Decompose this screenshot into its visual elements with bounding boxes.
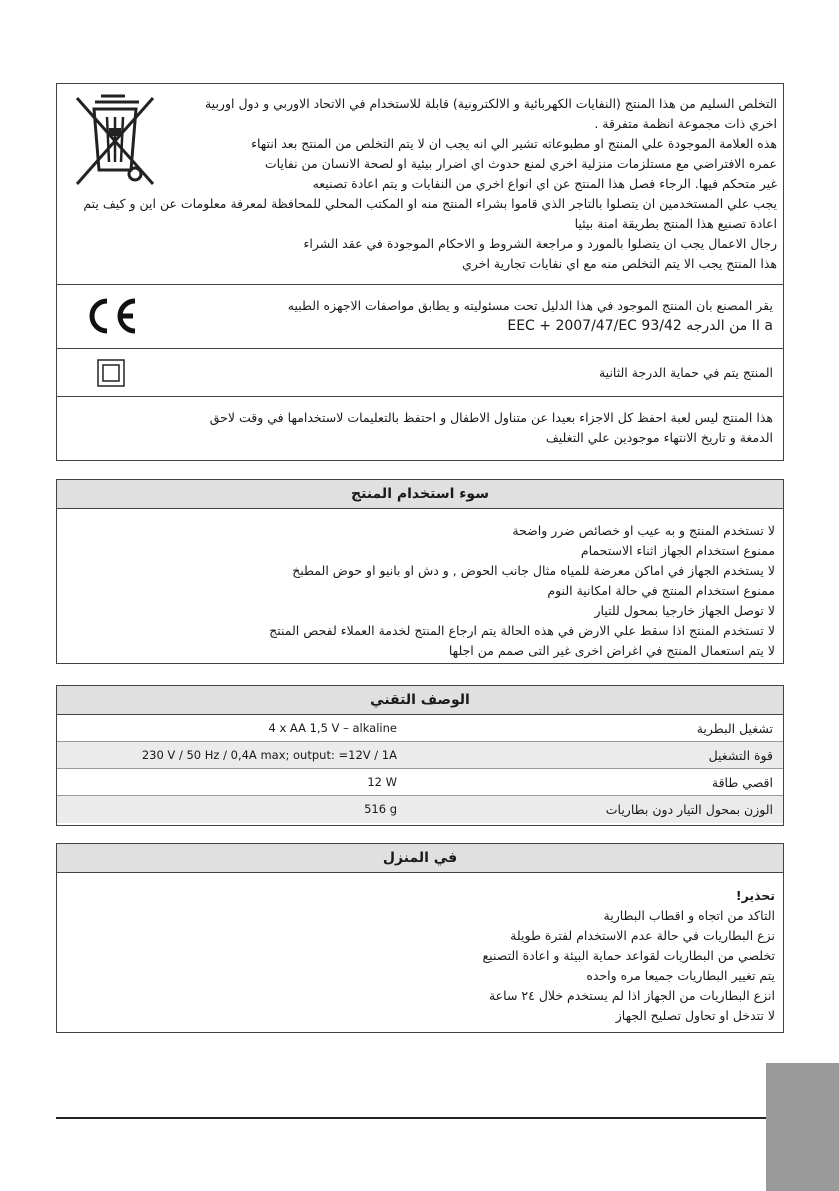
warning-heading: تحذير! xyxy=(735,888,775,903)
text-line: رجال الاعمال يجب ان يتصلوا بالمورد و مراجعة الشروط و الاحكام الموجودة في عقد الشراء xyxy=(303,236,777,251)
ce-conformity-section xyxy=(57,285,783,349)
tech-specs-box xyxy=(56,685,784,826)
safety-info-box xyxy=(56,83,784,461)
table-row xyxy=(57,742,783,769)
home-box xyxy=(56,843,784,1033)
text-line: غير متحكم فيها. الرجاء فصل هذا المنتج عن اي انواع اخري من النفايات و يتم اعادة تصنيعه xyxy=(312,176,777,191)
list-item: لا تتدخل او تحاول تصليح الجهاز xyxy=(615,1008,775,1023)
language-tab-marker xyxy=(766,1063,839,1191)
list-item: لا توصل الجهاز خارجيا بمحول للتيار xyxy=(594,603,775,618)
children-warning-section xyxy=(57,397,783,461)
text-line: يجب علي المستخدمين ان يتصلوا بالتاجر الذي قاموا بشراء المنتج منه او المكتب المحلي للمحافظة لمعرفة معلومات عن اين و كيف يتم xyxy=(83,196,777,211)
ce-line-1: يقر المصنع بان المنتج الموجود في هذا الدليل تحت مسئوليته و يطابق مواصفات الاجهزه الطبيه xyxy=(287,298,773,313)
list-item: لا تستخدم المنتج اذا سقط علي الارض في هذه الحالة يتم ارجاع المنتج لخدمة العملاء لفحص المنتج xyxy=(269,623,775,638)
text-line: هذه العلامة الموجودة علي المنتج او مطبوعاته تشير الي انه يجب ان لا يتم التخلص من المنتج بعد انتهاء xyxy=(251,136,777,151)
spec-label: الوزن بمحول التيار دون بطاريات xyxy=(605,802,773,817)
double-insulation-icon xyxy=(97,359,125,387)
text-line: اعادة تصنيع هذا المنتج بطريقة امنة بيئيا xyxy=(574,216,777,231)
text-line: عمره الافتراضي مع مستلزمات منزلية اخري لمنع حدوث اي اضرار بيئية او لصحة الانسان من نفايات xyxy=(264,156,777,171)
text-line: التخلص السليم من هذا المنتج (النفايات الكهربائية و الالكترونية) قابلة للاستخدام في الاتحاد الاوربي و دول اوربية xyxy=(204,96,777,111)
spec-value: 516 g xyxy=(364,802,397,816)
text-line: هذا المنتج ليس لعبة احفظ كل الاجزاء بعيدا عن متناول الاطفال و احتفظ بالتعليمات لاستخدامها في وقت لاحق xyxy=(209,410,773,425)
list-item: يتم تغيير البطاريات جميعا مره واحده xyxy=(586,968,775,983)
class-ii-section xyxy=(57,349,783,397)
misuse-title: سوء استخدام المنتج xyxy=(57,480,783,509)
misuse-list xyxy=(65,521,775,661)
footer-rule xyxy=(56,1117,799,1119)
table-row xyxy=(57,715,783,742)
list-item: انزع البطاريات من الجهاز اذا لم يستخدم خلال ٢٤ ساعة xyxy=(488,988,775,1003)
spec-value: 4 x AA 1,5 V – alkaline xyxy=(268,721,397,735)
list-item: تخلصي من البطاريات لقواعد حماية البيئة و اعادة التصنيع xyxy=(482,948,775,963)
list-item: التاكد من اتجاه و اقطاب البطارية xyxy=(603,908,775,923)
list-item: نزع البطاريات في حالة عدم الاستخدام لفترة طويلة xyxy=(510,928,775,943)
list-item: لا تستخدم المنتج و به عيب او خصائص ضرر واضحة xyxy=(512,523,775,538)
children-warning-text xyxy=(73,408,773,448)
class-ii-text: المنتج يتم في حماية الدرجة الثانية xyxy=(598,365,773,380)
weee-disposal-text xyxy=(67,94,777,274)
table-row xyxy=(57,796,783,823)
list-item: لا يستخدم الجهاز في اماكن معرضة للمياه مثال جانب الحوض , و دش او بانيو او حوض المطبخ xyxy=(292,563,775,578)
specs-table xyxy=(57,715,783,825)
text-line: الدمغة و تاريخ الانتهاء موجودين علي التغليف xyxy=(545,430,773,445)
text-line: اخري ذات مجموعة انظمة متفرقة . xyxy=(594,116,777,131)
table-row xyxy=(57,769,783,796)
home-title: في المنزل xyxy=(57,844,783,873)
spec-value: 12 W xyxy=(367,775,397,789)
ce-conformity-text xyxy=(213,296,773,336)
home-list xyxy=(65,886,775,1026)
tech-specs-title: الوصف التقني xyxy=(57,686,783,715)
spec-label: اقصي طاقة xyxy=(711,775,773,790)
list-item: ممنوع استخدام الجهاز اثناء الاستحمام xyxy=(580,543,775,558)
spec-value: 230 V / 50 Hz / 0,4A max; output: =12V / 1A xyxy=(141,748,397,762)
list-item: ممنوع استخدام المنتج في حالة امكانية النوم xyxy=(547,583,775,598)
list-item: لا يتم استعمال المنتج في اغراض اخرى غير التى صمم من اجلها xyxy=(448,643,775,658)
misuse-box xyxy=(56,479,784,664)
spec-label: قوة التشغيل xyxy=(708,748,773,763)
ce-line-2: II a من الدرجه 93/42 EEC + 2007/47/EC xyxy=(507,318,773,334)
weee-disposal-section xyxy=(57,84,783,285)
ce-mark-icon xyxy=(83,295,139,337)
spec-label: تشغيل البطرية xyxy=(696,721,773,736)
text-line: هذا المنتج يجب الا يتم التخلص منه مع اي نفايات تجارية اخري xyxy=(462,256,777,271)
class-ii-text-wrap xyxy=(373,363,773,383)
